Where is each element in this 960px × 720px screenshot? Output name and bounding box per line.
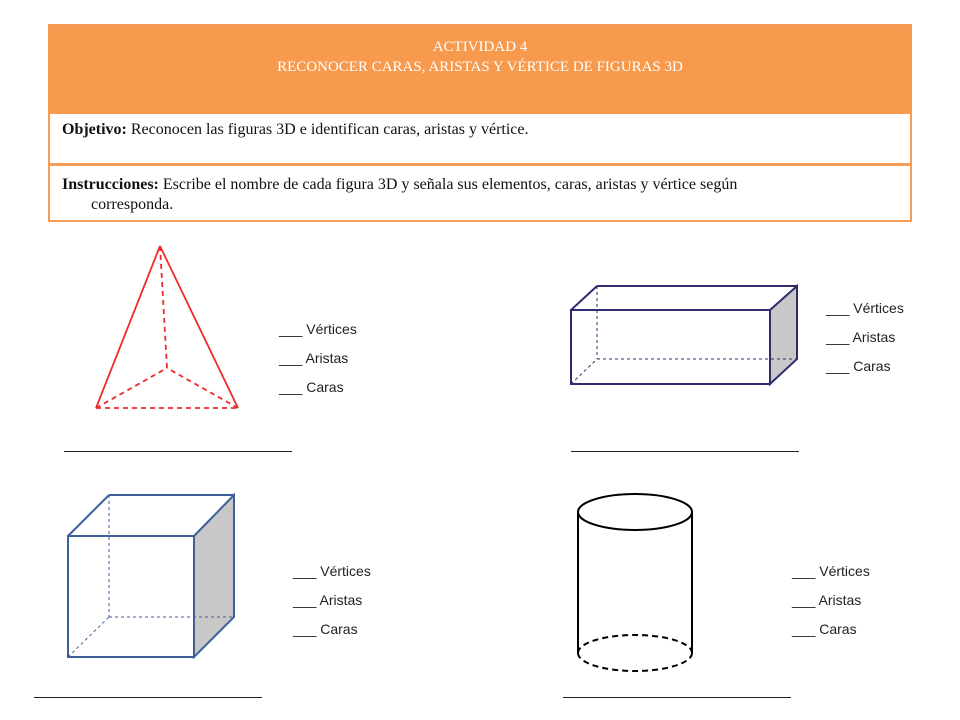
pyramid-faces-label: ___ Caras: [279, 379, 344, 395]
cube-faces-label: ___ Caras: [293, 621, 358, 637]
pyramid-name-answer-line[interactable]: [64, 451, 292, 452]
cube-labels: [293, 561, 371, 648]
activity-number: ACTIVIDAD 4: [432, 39, 528, 55]
cylinder-labels: [792, 561, 870, 648]
cube-figure: [68, 495, 234, 657]
cylinder-name-answer-line[interactable]: [563, 697, 791, 698]
prism-vertices-label: ___ Vértices: [826, 300, 904, 316]
cube-edges-label: ___ Aristas: [293, 592, 363, 608]
instructions-text-cont: corresponda.: [91, 196, 174, 213]
pyramid-labels: [279, 319, 357, 406]
instructions-text: Escribe el nombre de cada figura 3D y señala sus elementos, caras, aristas y vértice según: [158, 176, 738, 193]
pyramid-figure: [96, 246, 238, 408]
cylinder-faces-label: ___ Caras: [792, 621, 857, 637]
prism-faces-label: ___ Caras: [826, 358, 891, 374]
cube-vertices-label: ___ Vértices: [293, 563, 371, 579]
cylinder-vertices-label: ___ Vértices: [792, 563, 870, 579]
prism-edges-label: ___ Aristas: [826, 329, 896, 345]
objective-label: Objetivo:: [62, 121, 127, 138]
activity-title: RECONOCER CARAS, ARISTAS Y VÉRTICE DE FIGURAS 3D: [277, 59, 683, 75]
cube-name-answer-line[interactable]: [34, 697, 262, 698]
prism-labels: [826, 298, 904, 385]
objective-text: Reconocen las figuras 3D e identifican caras, aristas y vértice.: [126, 121, 529, 138]
pyramid-edges-label: ___ Aristas: [279, 350, 349, 366]
instructions-label: Instrucciones:: [62, 176, 159, 193]
pyramid-vertices-label: ___ Vértices: [279, 321, 357, 337]
prism-name-answer-line[interactable]: [571, 451, 799, 452]
cylinder-figure: [578, 494, 692, 671]
cylinder-edges-label: ___ Aristas: [792, 592, 862, 608]
rectangular-prism-figure: [571, 286, 797, 384]
